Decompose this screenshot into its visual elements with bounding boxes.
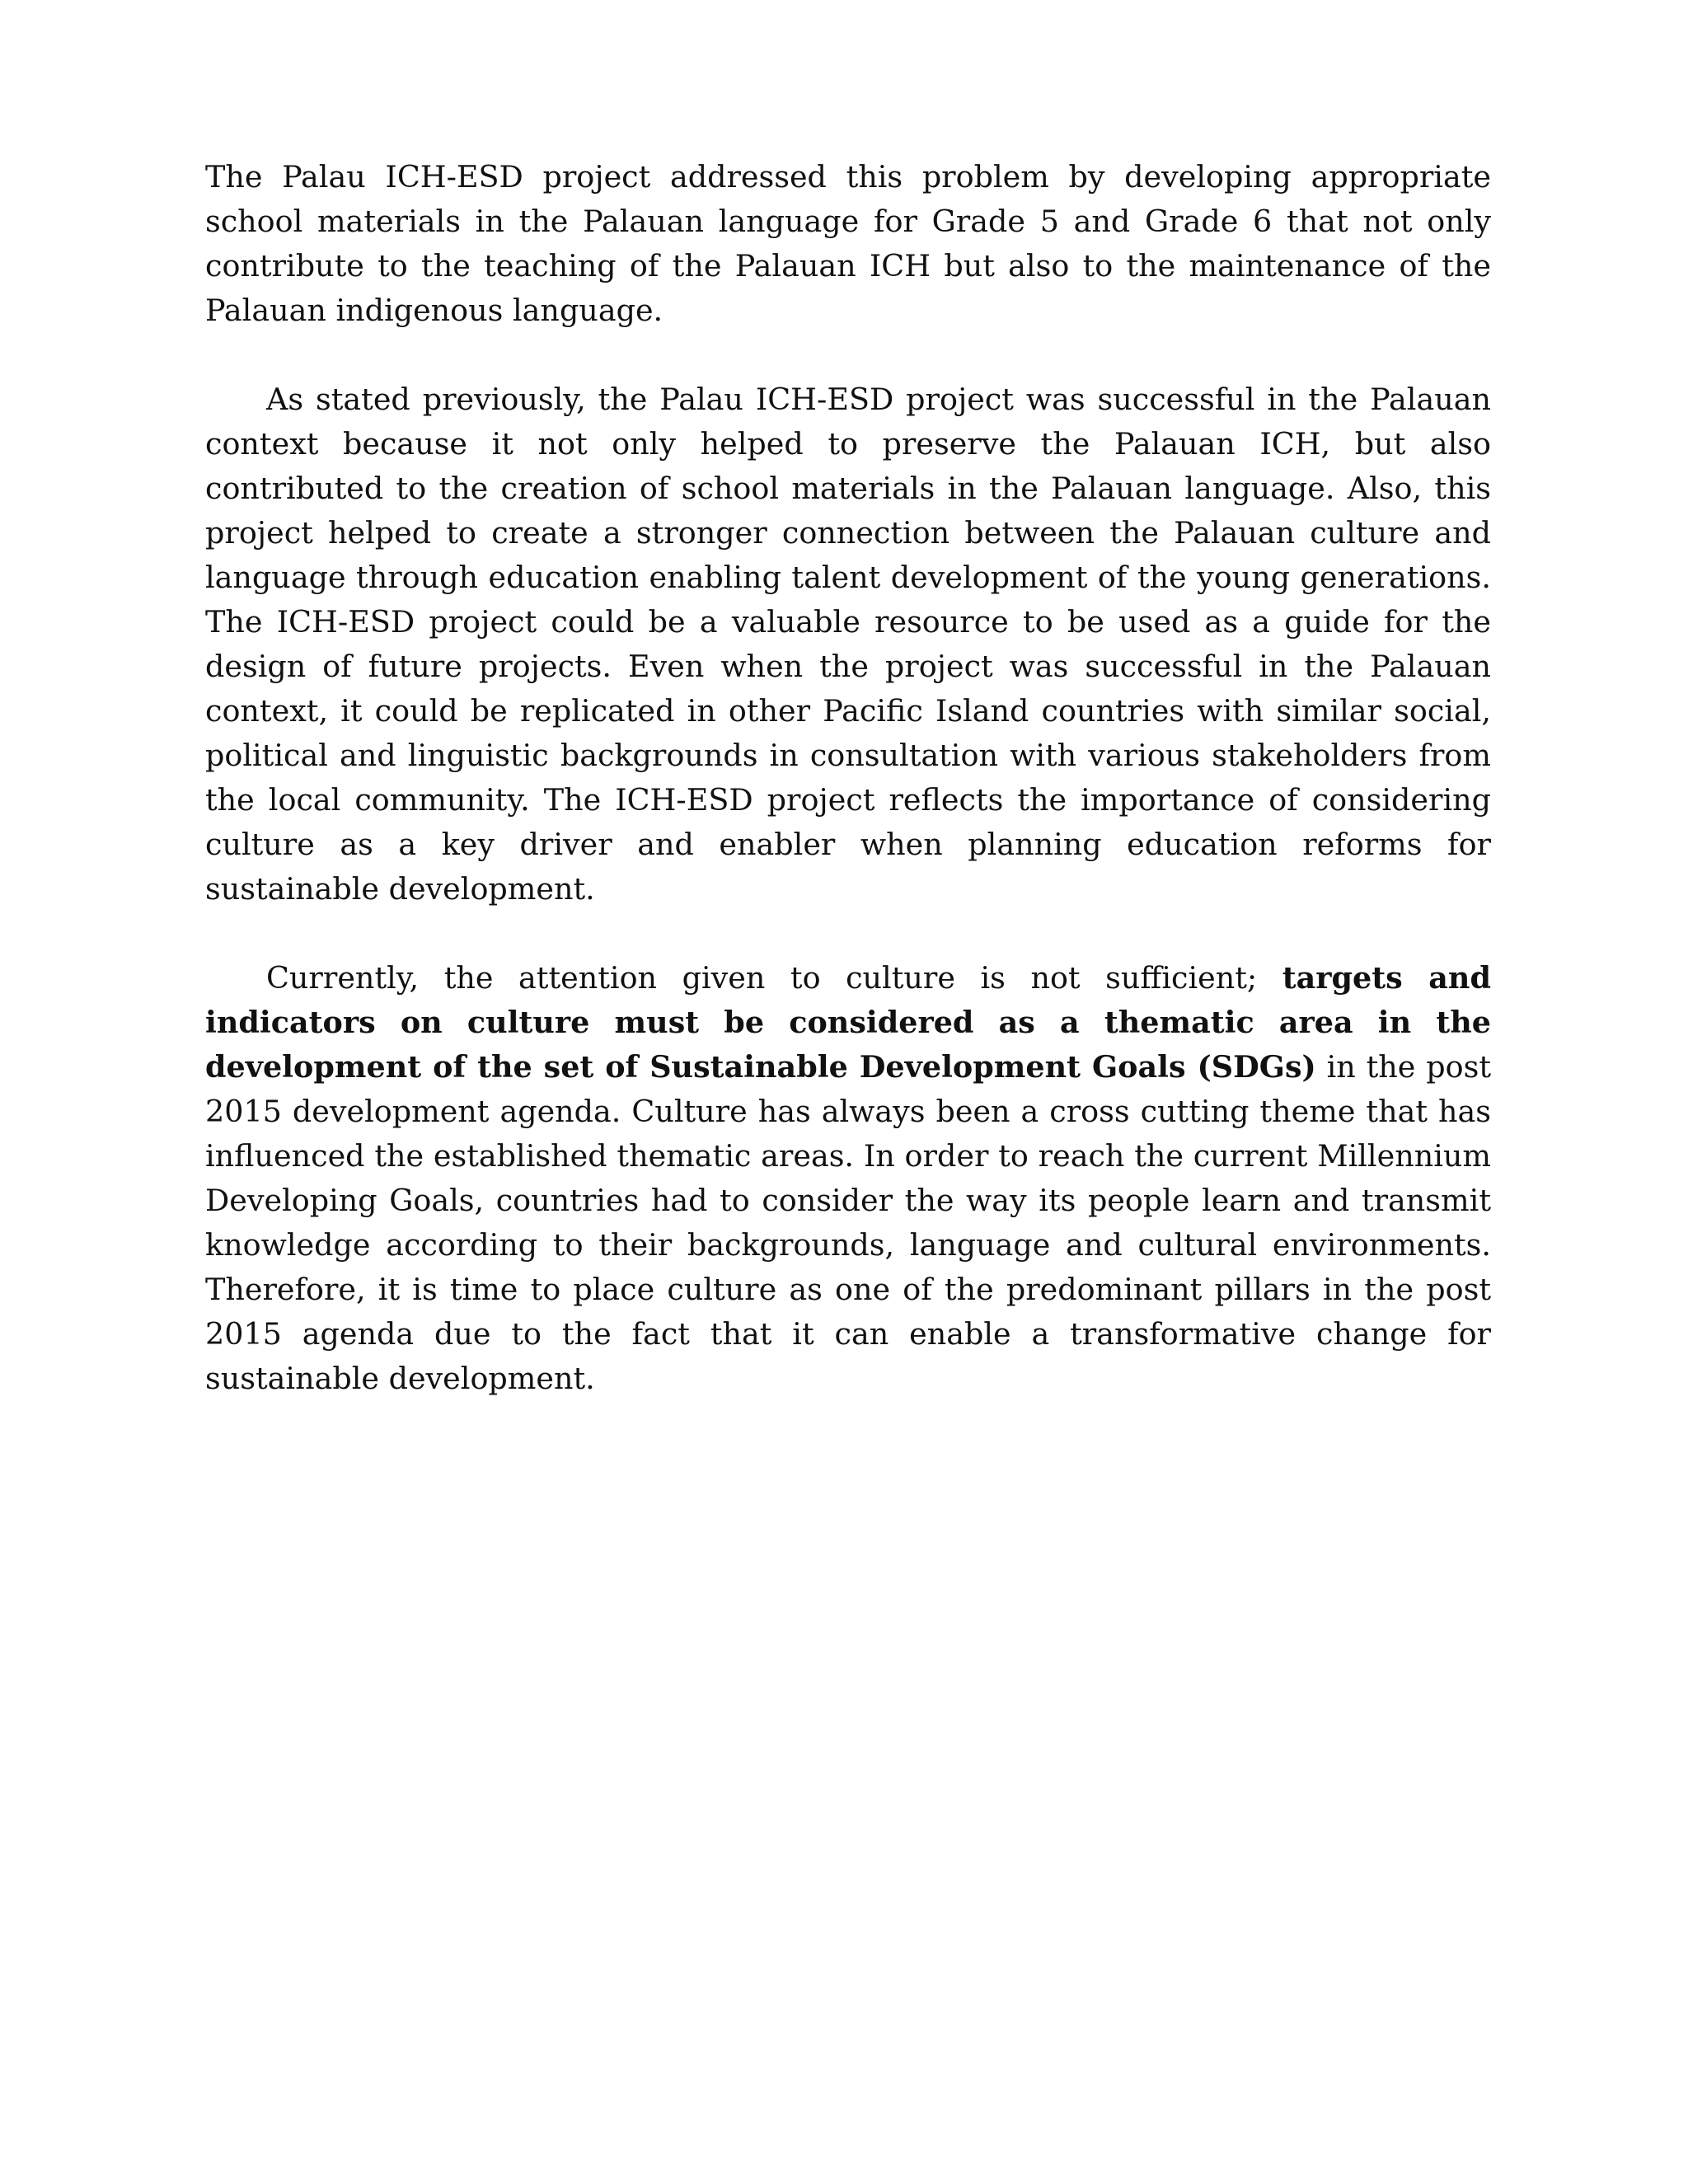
body-text — [205, 155, 1491, 1401]
bold-sdg-statement: targets and indicators on culture must be considered as a thematic area in the development of the set of Sustainable Development Goals (SDGs) — [205, 960, 1491, 1085]
paragraph-culture-intro: Currently, the attention given to culture is not sufficient; — [266, 960, 1282, 996]
paragraph-ich-esd-problem: The Palau ICH-ESD project addressed this problem by developing appropriate school materials in the Palauan language for Grade 5 and Grade 6 that not only contribute to the teaching of the Palauan ICH but also to the maintenance of the Palauan indigenous language. — [205, 159, 1491, 328]
paragraph-project-success: As stated previously, the Palau ICH-ESD project was successful in the Palauan context because it not only helped to preserve the Palauan ICH, but also contributed to the creation of school materials in the Palauan language. Also, this project helped to create a stronger connection between the Palauan culture and language through education enabling talent development of the young generations. The ICH-ESD project could be a valuable resource to be used as a guide for the design of future projects. Even when the project was successful in the Palauan context, it could be replicated in other Pacific Island countries with similar social, political and linguistic backgrounds in consultation with various stakeholders from the local community. The ICH-ESD project reflects the importance of considering culture as a key driver and enabler when planning education reforms for sustainable development. — [205, 382, 1491, 907]
paragraph-culture-conclusion: in the post 2015 development agenda. Culture has always been a cross cutting theme that has influenced the established thematic areas. In order to reach the current Millennium Developing Goals, countries had to consider the way its people learn and transmit knowledge according to their backgrounds, language and cultural environments. Therefore, it is time to place culture as one of the predominant pillars in the post 2015 agenda due to the fact that it can enable a transformative change for sustainable development. — [205, 1049, 1491, 1396]
paragraph-culture-sdgs — [205, 956, 1491, 1401]
